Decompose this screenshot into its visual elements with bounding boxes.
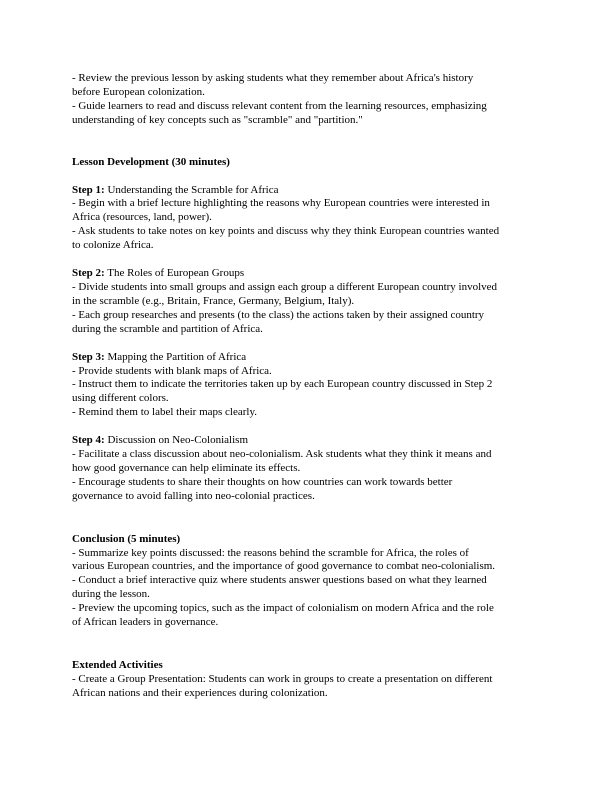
step-heading — [72, 434, 542, 448]
step-line: to colonize Africa. — [72, 239, 154, 252]
extended-activities-section — [72, 659, 542, 701]
conclusion-section — [72, 533, 542, 630]
step-line: using different colors. — [72, 392, 169, 405]
step-line: how good governance can help eliminate its effects. — [72, 461, 301, 474]
step-title: Discussion on Neo-Colonialism — [104, 434, 249, 447]
step-1 — [72, 184, 542, 254]
intro-line: - Review the previous lesson by asking students what they remember about Africa's history — [72, 72, 474, 84]
step-label: Step 2: — [72, 267, 105, 280]
step-line: - Each group researches and presents (to the class) the actions taken by their assigned country — [72, 308, 485, 321]
step-title: Mapping the Partition of Africa — [104, 350, 247, 363]
extended-activities-heading: Extended Activities — [72, 659, 163, 671]
step-line: - Begin with a brief lecture highlighting the reasons why European countries were interested in — [72, 197, 490, 210]
step-title: The Roles of European Groups — [104, 267, 245, 280]
step-line: - Ask students to take notes on key points and discuss why they think European countries wanted — [72, 225, 500, 238]
step-line: Africa (resources, land, power). — [72, 211, 212, 224]
extended-activities-line: - Create a Group Presentation: Students can work in groups to create a presentation on different — [72, 672, 493, 685]
step-line: - Divide students into small groups and assign each group a different European country involved — [72, 280, 498, 293]
step-line: during the scramble and partition of Africa. — [72, 322, 263, 335]
conclusion-heading: Conclusion (5 minutes) — [72, 532, 181, 545]
step-label: Step 3: — [72, 350, 105, 363]
conclusion-line: - Summarize key points discussed: the reasons behind the scramble for Africa, the roles of — [72, 546, 469, 559]
step-heading — [72, 267, 542, 281]
intro-line: before European colonization. — [72, 85, 205, 98]
conclusion-line: during the lesson. — [72, 588, 150, 601]
step-4 — [72, 434, 542, 504]
step-label: Step 1: — [72, 183, 105, 196]
step-label: Step 4: — [72, 434, 105, 447]
step-line: - Instruct them to indicate the territories taken up by each European country discussed in Step 2 — [72, 378, 493, 391]
lesson-development-heading: Lesson Development (30 minutes) — [72, 155, 230, 168]
extended-activities-line: African nations and their experiences during colonization. — [72, 686, 328, 699]
step-line: in the scramble (e.g., Britain, France, Germany, Belgium, Italy). — [72, 294, 355, 307]
intro-paragraph — [72, 72, 542, 128]
step-3 — [72, 351, 542, 421]
step-2 — [72, 267, 542, 337]
step-line: governance to avoid falling into neo-colonial practices. — [72, 489, 315, 502]
step-line: - Provide students with blank maps of Africa. — [72, 364, 272, 377]
document-page — [72, 72, 542, 701]
step-heading — [72, 351, 542, 365]
step-line: - Encourage students to share their thoughts on how countries can work towards better — [72, 475, 453, 488]
intro-line: - Guide learners to read and discuss relevant content from the learning resources, emphasizing — [72, 99, 487, 112]
conclusion-line: - Conduct a brief interactive quiz where students answer questions based on what they learned — [72, 574, 487, 587]
step-line: - Facilitate a class discussion about neo-colonialism. Ask students what they think it means and — [72, 448, 492, 461]
conclusion-line: - Preview the upcoming topics, such as the impact of colonialism on modern Africa and the role — [72, 602, 494, 615]
intro-line: understanding of key concepts such as "scramble" and "partition." — [72, 113, 363, 126]
step-title: Understanding the Scramble for Africa — [104, 183, 279, 196]
step-line: - Remind them to label their maps clearly. — [72, 406, 258, 419]
step-heading — [72, 184, 542, 198]
conclusion-line: various European countries, and the importance of good governance to combat neo-colonialism. — [72, 560, 496, 573]
conclusion-line: of African leaders in governance. — [72, 616, 219, 629]
